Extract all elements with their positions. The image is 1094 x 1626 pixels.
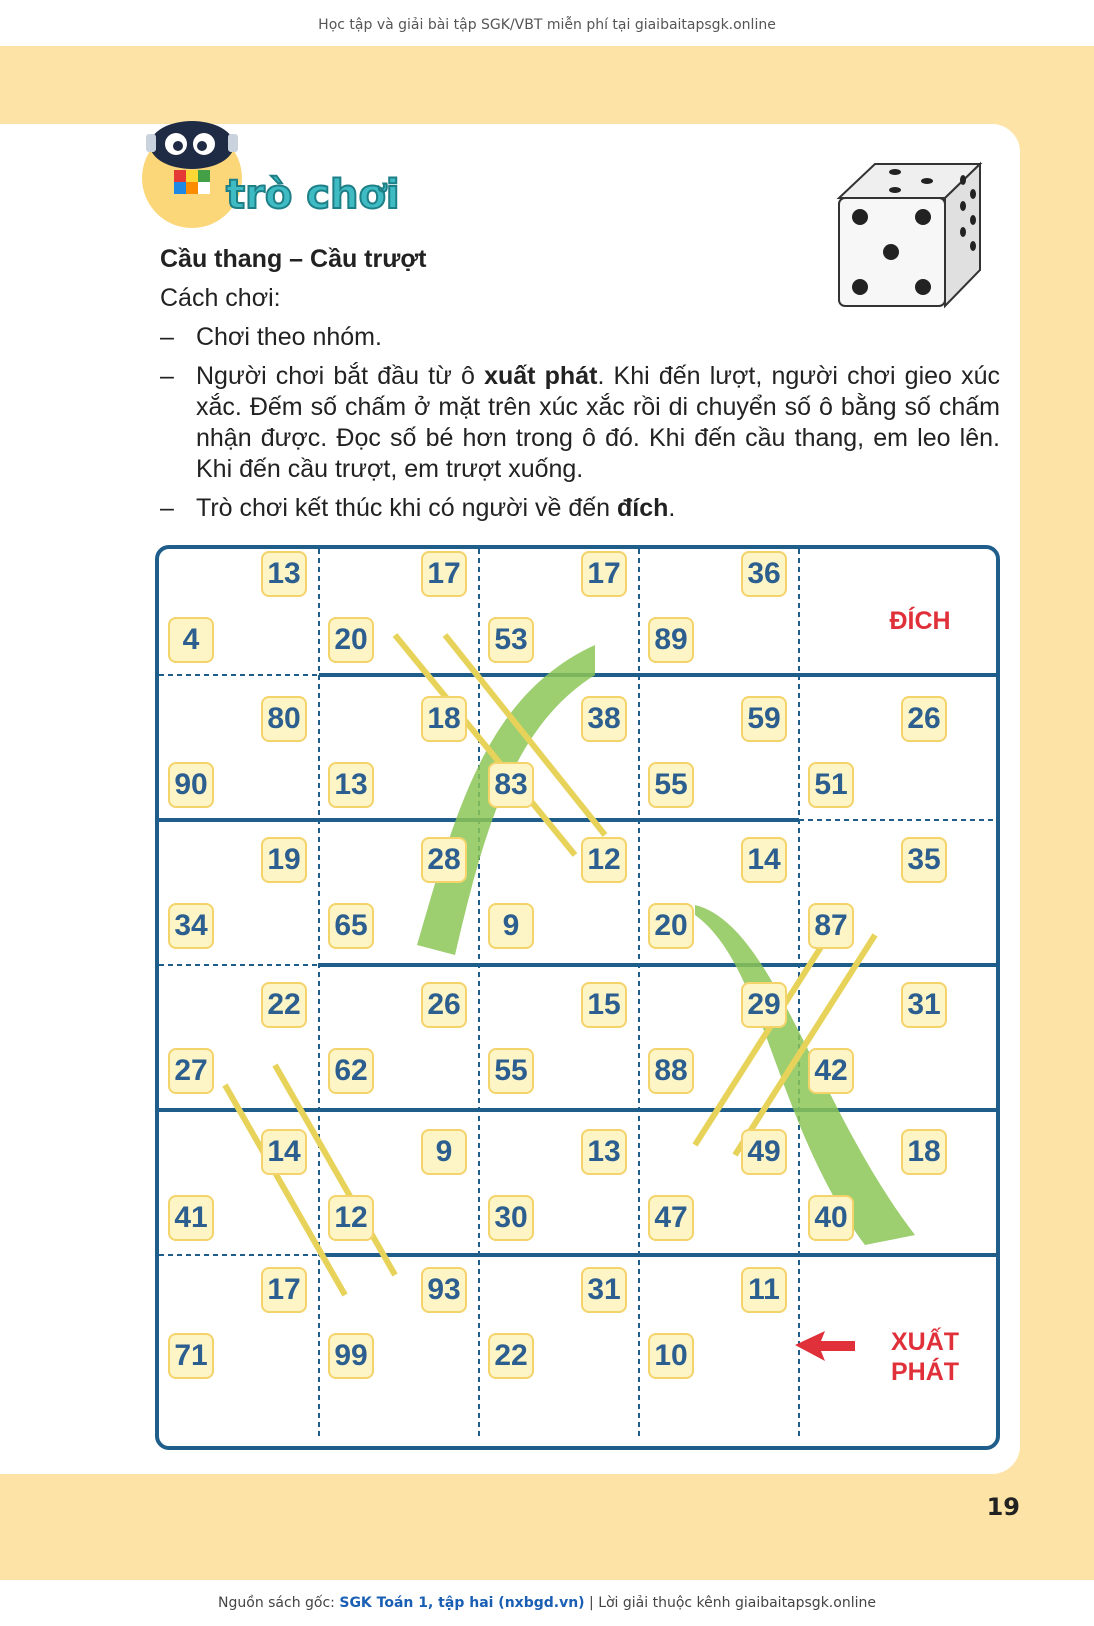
cell-number: 62 [328,1048,374,1094]
cell-number: 53 [488,617,534,663]
cell-number: 31 [901,982,947,1028]
rule-item [160,322,1000,353]
start-label-line1: XUẤT [890,1328,960,1356]
cell-number: 93 [421,1267,467,1313]
cell-number: 55 [648,762,694,808]
cell-number: 42 [808,1048,854,1094]
cell-number: 59 [741,696,787,742]
cell-number: 71 [168,1333,214,1379]
game-board [155,545,1000,1450]
cell-number: 20 [648,903,694,949]
how-to-play-heading: Cách chơi: [160,284,281,312]
cell-number: 41 [168,1195,214,1241]
cell-number: 34 [168,903,214,949]
cell-number: 12 [328,1195,374,1241]
rule-text: Trò chơi kết thúc khi có người về đến [196,494,618,522]
cell-number: 83 [488,762,534,808]
rule-text: Chơi theo nhóm. [196,323,382,351]
cell-number: 65 [328,903,374,949]
rule-bold: đích [617,494,669,522]
cell-number: 9 [421,1129,467,1175]
cell-number: 4 [168,617,214,663]
cell-number: 99 [328,1333,374,1379]
cell-number: 17 [421,551,467,597]
cell-number: 13 [581,1129,627,1175]
mascot-robot-icon [140,110,440,235]
cell-number: 20 [328,617,374,663]
cell-number: 87 [808,903,854,949]
cell-number: 35 [901,837,947,883]
cell-number: 18 [421,696,467,742]
site-header: Học tập và giải bài tập SGK/VBT miễn phí tại giaibaitapsgk.online [318,17,776,33]
rule-item [160,493,1000,524]
rule-dash: – [160,494,174,522]
cell-number: 9 [488,903,534,949]
cell-number: 12 [581,837,627,883]
cell-number: 90 [168,762,214,808]
finish-label: ĐÍCH [889,607,951,635]
site-footer [0,1580,1094,1626]
cell-number: 49 [741,1129,787,1175]
cell-number: 28 [421,837,467,883]
cell-number: 14 [741,837,787,883]
game-title: Cầu thang – Cầu trượt [160,245,427,273]
cell-number: 51 [808,762,854,808]
cell-number: 27 [168,1048,214,1094]
cell-number: 26 [421,982,467,1028]
cell-number: 36 [741,551,787,597]
cell-number: 11 [741,1267,787,1313]
rule-item [160,361,1000,485]
cell-number: 18 [901,1129,947,1175]
cell-number: 30 [488,1195,534,1241]
cell-number: 47 [648,1195,694,1241]
footer-source-link[interactable]: SGK Toán 1, tập hai (nxbgd.vn) [339,1595,585,1611]
cell-number: 40 [808,1195,854,1241]
cell-number: 13 [261,551,307,597]
cell-number: 17 [261,1267,307,1313]
cell-number: 26 [901,696,947,742]
section-label: trò chơi [226,172,400,218]
cell-number: 29 [741,982,787,1028]
start-label-line2: PHÁT [890,1358,960,1386]
cell-number: 19 [261,837,307,883]
rule-text: Người chơi bắt đầu từ ô [196,362,485,390]
cell-number: 55 [488,1048,534,1094]
footer-prefix: Nguồn sách gốc: [218,1595,340,1611]
cell-number: 13 [328,762,374,808]
instructions [160,244,1000,532]
cell-number: 88 [648,1048,694,1094]
cell-number: 22 [261,982,307,1028]
cell-number: 10 [648,1333,694,1379]
cell-number: 22 [488,1333,534,1379]
rule-text: . [668,494,676,522]
cell-number: 80 [261,696,307,742]
cell-number: 38 [581,696,627,742]
page-number: 19 [986,1493,1020,1521]
start-label [875,1327,975,1387]
cell-number: 17 [581,551,627,597]
footer-suffix: | Lời giải thuộc kênh giaibaitapsgk.online [584,1595,876,1611]
cell-number: 89 [648,617,694,663]
rule-dash: – [160,323,174,351]
cell-number: 15 [581,982,627,1028]
rule-bold: xuất phát [484,362,598,390]
rule-text: . Khi đến lượt, người chơi gieo xúc xắc. Đếm số chấm ở mặt trên xúc xắc rồi di chuyển số ô bằng số chấm nhận được. Đọc số bé hơn trong ô đó. Khi đến cầu thang, em leo lên. Khi đến cầu trượt, em trượt xuống. [196,362,1001,483]
rule-dash: – [160,362,174,390]
cell-number: 31 [581,1267,627,1313]
cell-number: 14 [261,1129,307,1175]
